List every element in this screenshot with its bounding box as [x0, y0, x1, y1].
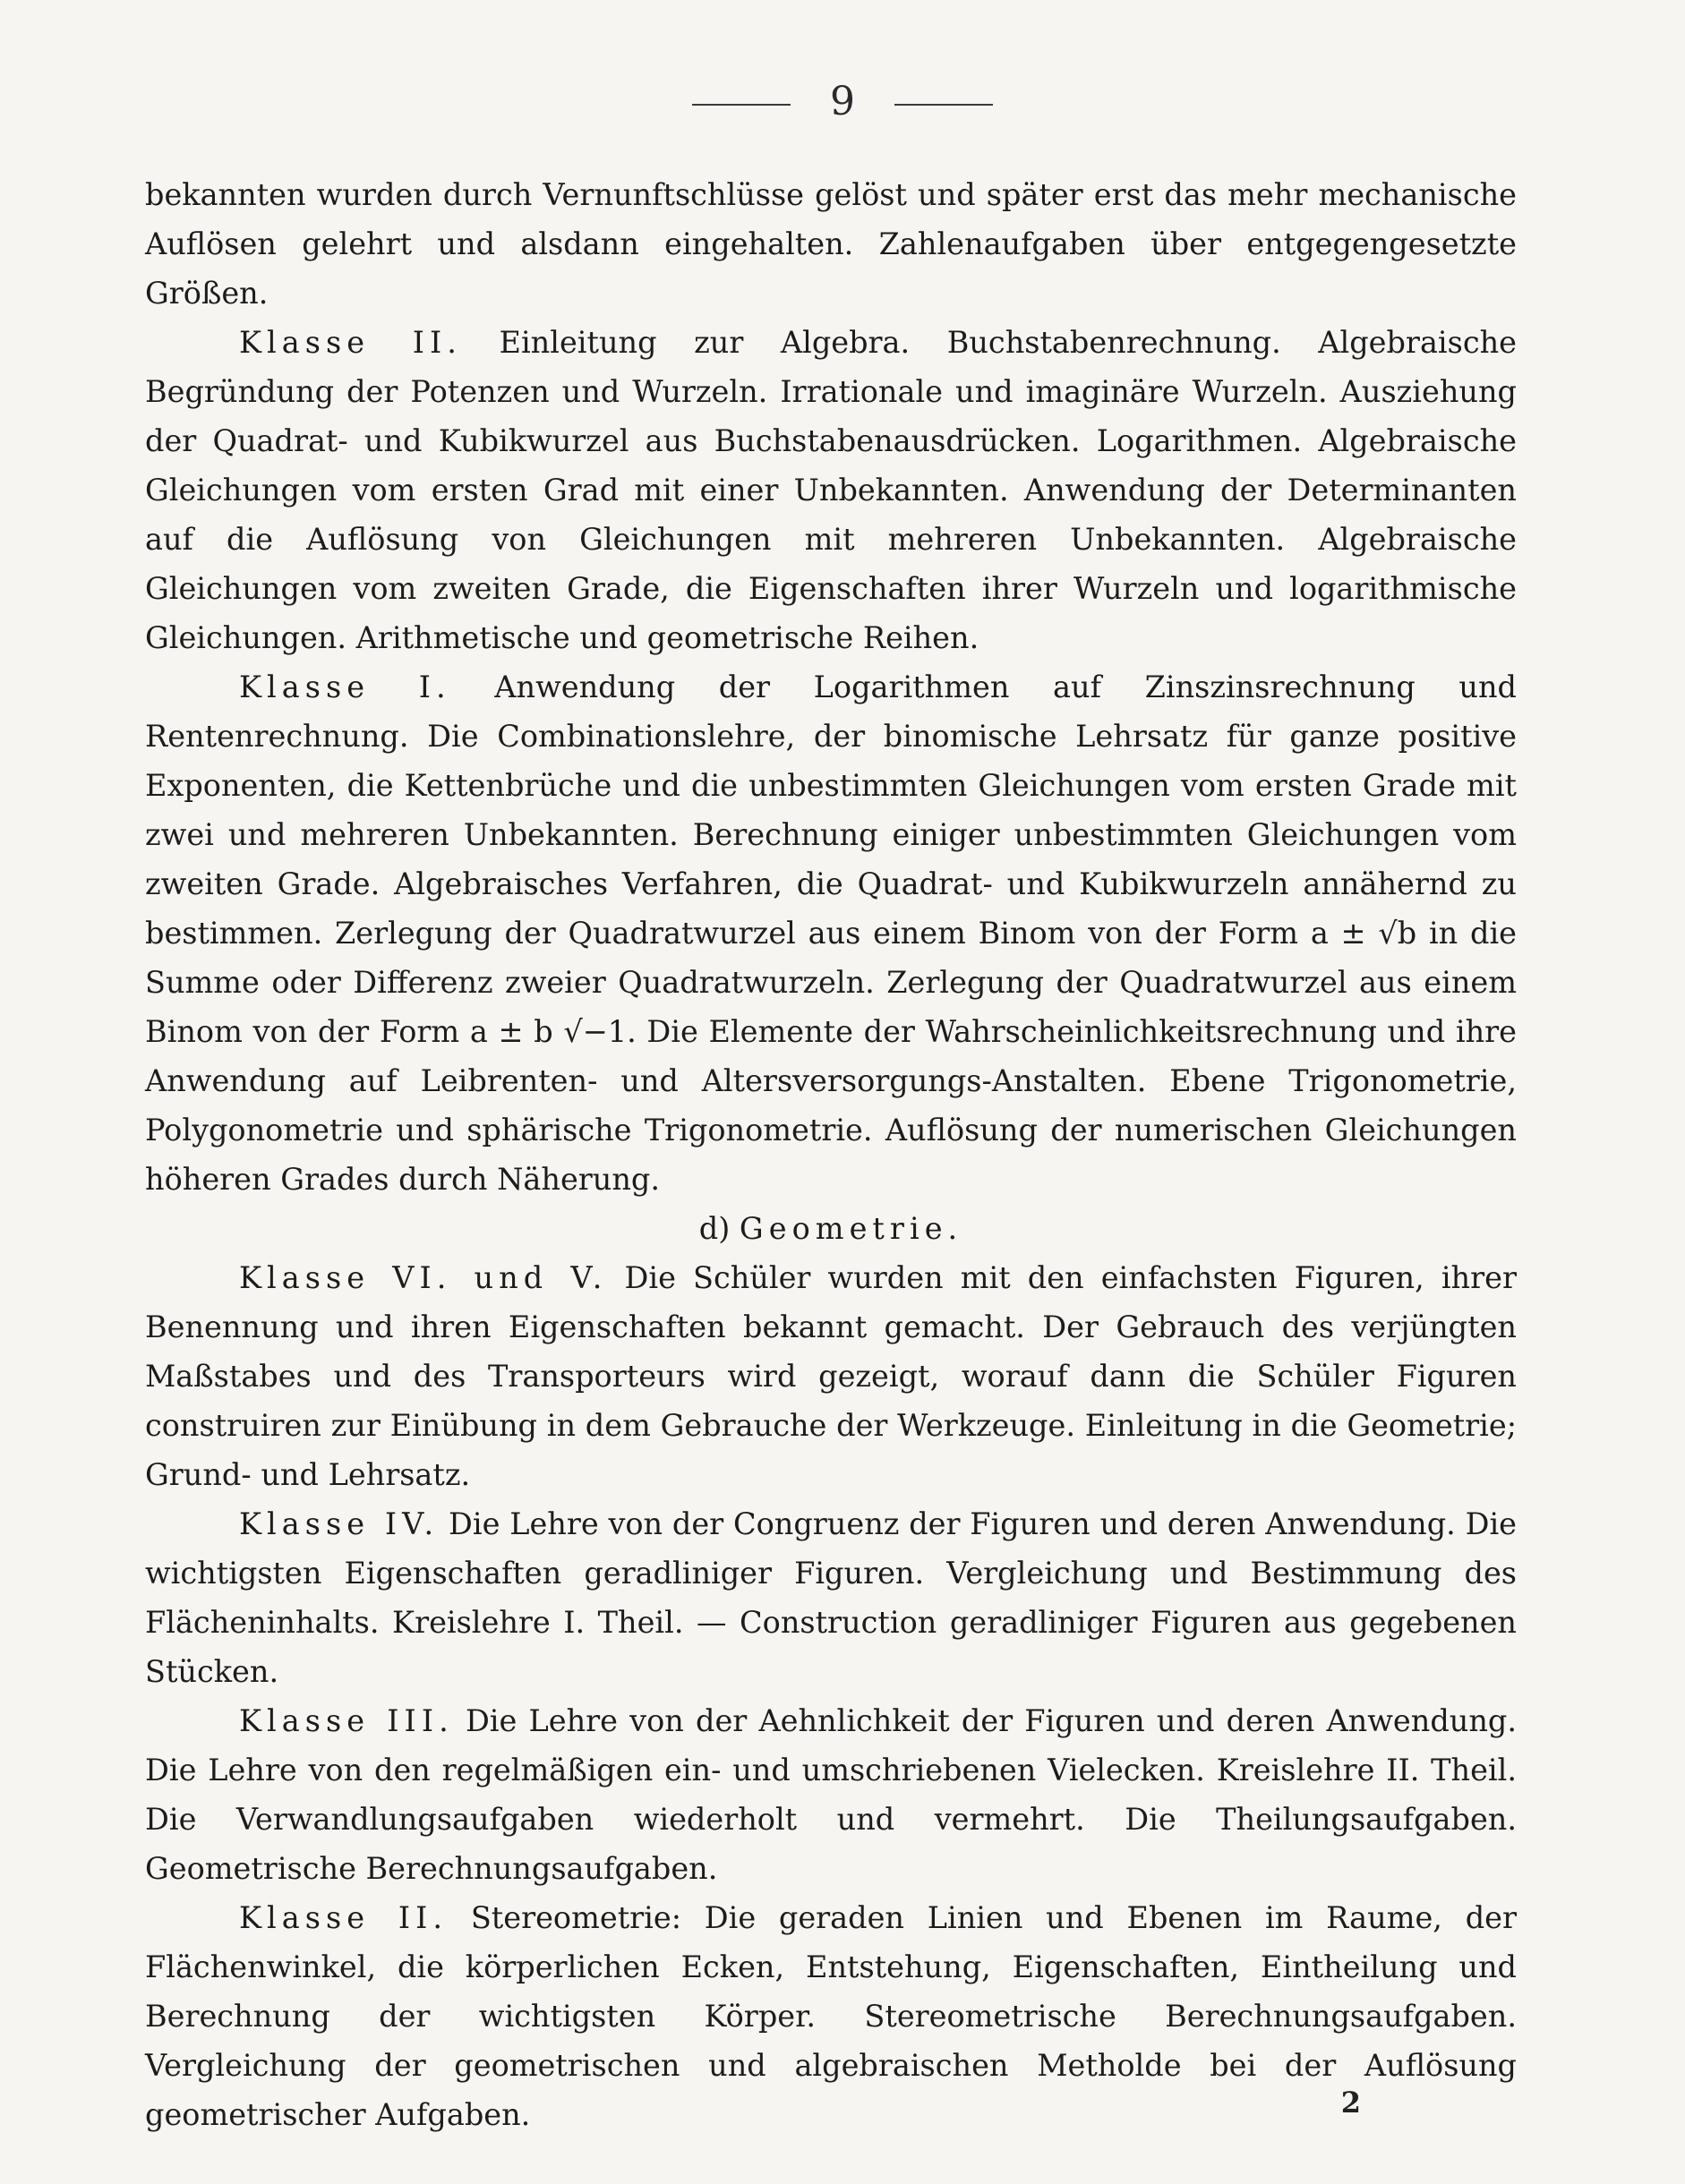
klasse-label: Klasse II.	[239, 325, 462, 360]
header-rule-left	[692, 104, 791, 106]
paragraph-geometrie-klasse-iii	[145, 1696, 1517, 1893]
page-header	[0, 79, 1685, 124]
paragraph-text: Einleitung zur Algebra. Buchstabenrechnung. Algebraische Begründung der Potenzen und Wurzeln. Irrationale und imaginäre Wurzeln. Ausziehung der Quadrat- und Kubikwurzel aus Buchstabenausdrücken. Logarithmen. Algebraische Gleichungen vom ersten Grad mit einer Unbekannten. Anwendung der Determinanten auf die Auflösung von Gleichungen mit mehreren Unbekannten. Algebraische Gleichungen vom zweiten Grade, die Eigenschaften ihrer Wurzeln und logarithmische Gleichungen. Arithmetische und geometrische Reihen.	[145, 325, 1517, 655]
paragraph-text: Die Lehre von der Aehnlichkeit der Figuren und deren Anwendung. Die Lehre von den regelmäßigen ein- und umschriebenen Vielecken. Kreislehre II. Theil. Die Verwandlungsaufgaben wiederholt und vermehrt. Die Theilungsaufgaben. Geometrische Berechnungsaufgaben.	[145, 1703, 1518, 1886]
paragraph-geometrie-klasse-vi-v	[145, 1253, 1517, 1499]
klasse-label: Klasse VI. und V.	[239, 1260, 608, 1295]
klasse-label: Klasse II.	[239, 1900, 449, 1935]
signature-mark: 2	[1340, 2086, 1361, 2120]
section-heading-geometrie	[145, 1204, 1517, 1253]
paragraph-continuation	[145, 170, 1517, 318]
paragraph-text: Stereometrie: Die geraden Linien und Ebenen im Raume, der Flächenwinkel, die körperlichen Ecken, Entstehung, Eigenschaften, Eintheilung und Berechnung der wichtigsten Körper. Stereometrische Berechnungsaufgaben. Vergleichung der geometrischen und algebraischen Metholde bei der Auflösung geometrischer Aufgaben.	[145, 1900, 1517, 2132]
paragraph-text: Die Lehre von der Congruenz der Figuren und deren Anwendung. Die wichtigsten Eigenschaften geradliniger Figuren. Vergleichung und Bestimmung des Flächeninhalts. Kreislehre I. Theil. — Construction geradliniger Figuren aus gegebenen Stücken.	[145, 1506, 1518, 1689]
paragraph-geometrie-klasse-ii	[145, 1893, 1517, 2139]
body-text	[145, 170, 1517, 2139]
paragraph-text: bekannten wurden durch Vernunftschlüsse gelöst und später erst das mehr mechanische Auflösen gelehrt und alsdann eingehalten. Zahlenaufgaben über entgegengesetzte Größen.	[145, 177, 1517, 311]
paragraph-text: Die Schüler wurden mit den einfachsten Figuren, ihrer Benennung und ihren Eigenschaften bekannt gemacht. Der Gebrauch des verjüngten Maßstabes und des Transporteurs wird gezeigt, worauf dann die Schüler Figuren construiren zur Einübung in dem Gebrauche der Werkzeuge. Einleitung in die Geometrie; Grund- und Lehrsatz.	[145, 1260, 1517, 1492]
section-heading-prefix: d)	[698, 1211, 731, 1246]
paragraph-text: Anwendung der Logarithmen auf Zinszinsrechnung und Rentenrechnung. Die Combinationslehre, der binomische Lehrsatz für ganze positive Exponenten, die Kettenbrüche und die unbestimmten Gleichungen vom ersten Grade mit zwei und mehreren Unbekannten. Berechnung einiger unbestimmten Gleichungen vom zweiten Grade. Algebraisches Verfahren, die Quadrat- und Kubikwurzeln annähernd zu bestimmen. Zerlegung der Quadratwurzel aus einem Binom von der Form a ± √b in die Summe oder Differenz zweier Quadratwurzeln. Zerlegung der Quadratwurzel aus einem Binom von der Form a ± b √−1. Die Elemente der Wahrscheinlichkeitsrechnung und ihre Anwendung auf Leibrenten- und Altersversorgungs-Anstalten. Ebene Trigonometrie, Polygonometrie und sphärische Trigonometrie. Auflösung der numerischen Gleichungen höheren Grades durch Näherung.	[145, 670, 1518, 1197]
page-number: 9	[830, 79, 855, 124]
klasse-label: Klasse I.	[239, 670, 451, 704]
paragraph-algebra-klasse-ii	[145, 318, 1517, 662]
paragraph-algebra-klasse-i	[145, 662, 1517, 1204]
header-rule-right	[894, 104, 993, 106]
paragraph-geometrie-klasse-iv	[145, 1499, 1517, 1696]
klasse-label: Klasse IV.	[239, 1506, 440, 1541]
section-heading-title: Geometrie.	[739, 1211, 963, 1246]
klasse-label: Klasse III.	[239, 1703, 454, 1738]
